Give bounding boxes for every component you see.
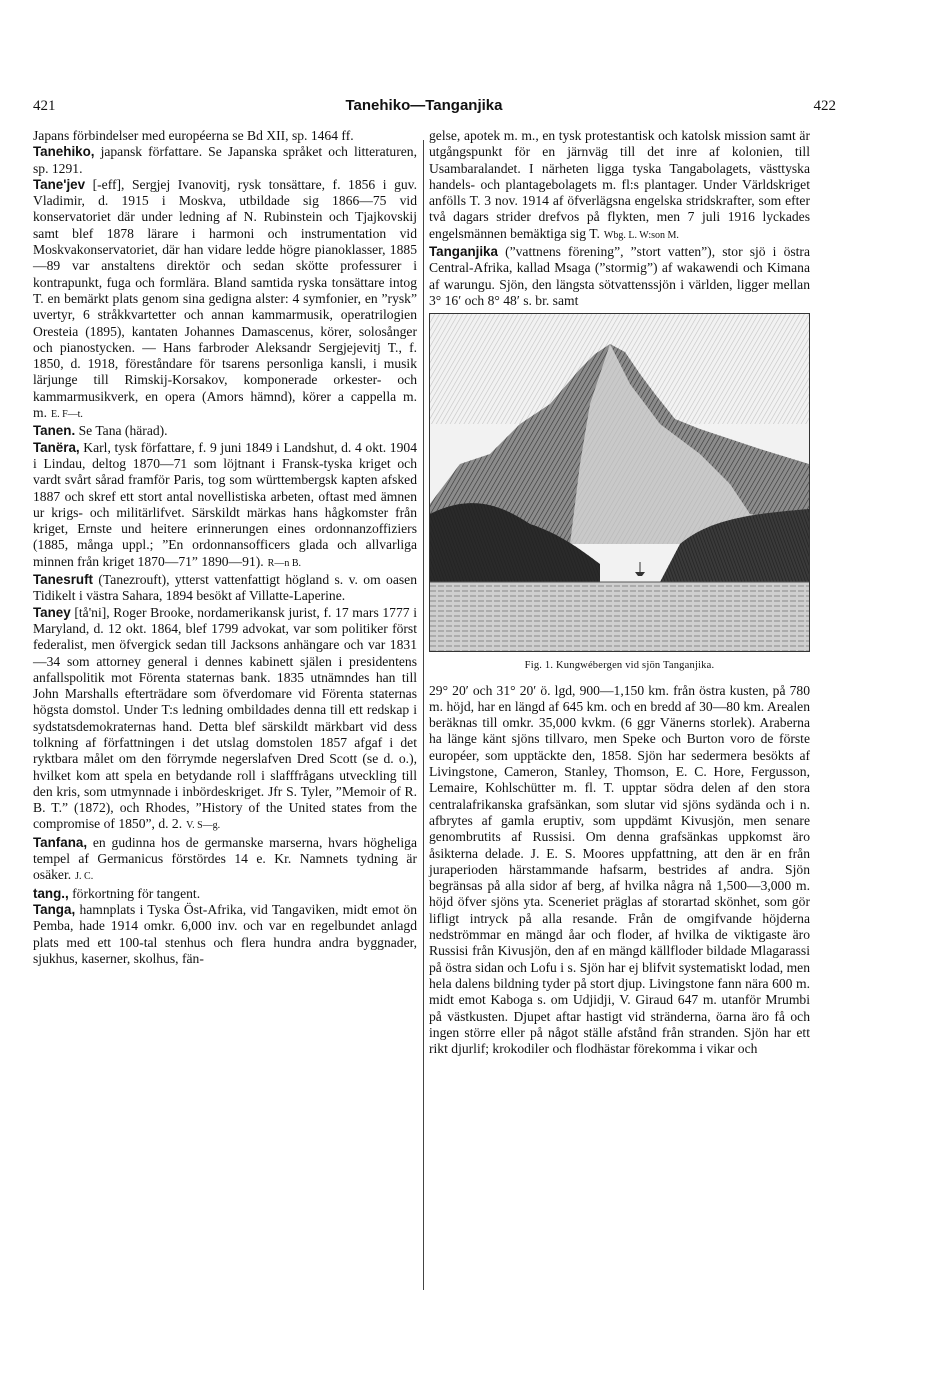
- article-entry: [33, 144, 417, 177]
- right-column: [429, 128, 810, 1057]
- right-page-number: 422: [813, 98, 836, 114]
- entry-headword: tang.,: [33, 885, 69, 901]
- left-page-number: 421: [33, 98, 56, 114]
- entry-text: (”vattnens förening”, ”stort vatten”), stor sjö i östra Central-Afrika, kallad Msaga (”stormig”) af wakawendi och Kimana af warungu. Sjön, den längsta sötvattenssjön i världen, ligger mellan 3° 16′ och 8° 48′ s. br. samt: [429, 244, 810, 308]
- entry-text: [-eff], Sergjej Ivanovitj, rysk tonsättare, f. 1856 i guv. Vladimir, d. 1915 i Moskva, utbildade sig 1866—75 vid konservatoriet där under ledning af N. Rubinstein och Tjajkovskij samt blef 1878 lärare i harmoni och instrumentation vid Moskvakonservatoriet, där han vidare ledde högre pianoklasser, 1885—89 var anstaltens direktör och sedan skötte professurer i kontrapunkt, fuga och formlära. Bland samtida ryska tonsättare intog T. en bemärkt plats genom sina gedigna alster: 4 symfonier, en ”rysk” uvertyr, 6 stråkkvartetter och annan kammarmusik, operatrilogien Oresteia (1895), kantaten Johannes Damascenus, körer, solosånger och pianostycken. — Hans farbroder Aleksandr Sergjejevitj T., f. 1850, d. 1918, föreståndare för tsarens personliga kansli, i musik lärjunge till Rimskij-Korsakov, komponerade orkester- och kammarmusikverk, en opera (Amors hämnd), körer a cappella m. m.: [33, 176, 417, 421]
- article-entry: [33, 440, 417, 572]
- author-signature: V. S—g.: [186, 820, 221, 832]
- column-divider: [423, 140, 424, 1290]
- entry-headword: Tanen.: [33, 423, 76, 439]
- article-entry: [33, 835, 417, 886]
- article-entry: [33, 605, 417, 835]
- left-column: [33, 128, 417, 967]
- entry-text: japansk författare. Se Japanska språket och litteraturen, sp. 1291.: [33, 144, 417, 176]
- entry-text: hamnplats i Tyska Öst-Afrika, vid Tangaviken, midt emot ön Pemba, hade 1914 omkr. 6,000 inv. och var en regelbundet anlagd plats med ett 100-tal stenhus och flera hundra andra byggnader, sjukhus, kaserner, skolhus, fän-: [33, 901, 417, 966]
- entry-text: [tå'ni], Roger Brooke, nordamerikansk jurist, f. 17 mars 1777 i Maryland, d. 12 okt. 1864, blef 1799 advokat, var som politiker först federalist, men öfvergick sedan till Jacksons anhängare och var 1831—34 som attorney general i dennes kabinett själen i presidentens anfallspolitik mot Förenta staternas bank. 1835 utnämndes han till John Marshalls efterträdare som öfverdomare vid Förenta staternas högsta domstol. Under T:s ledning ombildades denna till ett redskap i sydstatsdemokraternas hand. Detta blef särskildt märkbart vid dess tolkning af författningen i det utslag domstolen 1857 afgaf i det ryktbara målet om den förrymde negerslafven Dred Scott (se d. o.), hvilket kom att spela en betydande roll i slafffrågans utveckling till den kris, som utmynnade i inbördeskriget. Jfr S. Tyler, ”Memoir of R. B. T.” (1872), och Rhodes, ”History of the United states from the compromise of 1850”, d. 2.: [33, 604, 417, 832]
- entry-text: Japans förbindelser med européerna se Bd XII, sp. 1464 ff.: [33, 128, 354, 143]
- article-entry: [33, 423, 417, 439]
- entry-text: gelse, apotek m. m., en tysk protestantisk och katolsk mission samt är utgångspunkt för en järnväg till det inre af kolonien, till Usambaralandet. I närheten ligga tyska Tangabolagets, västtyska handels- och plantagebolagets m. fl:s plantager. Under Världskriget anfölls T. 3 nov. 1914 af öfverlägsna engelska stridskrafter, som efter två dagars strider drefvos på flykten, men 7 juli 1916 lyckades engelsmännen bemäktiga sig T.: [429, 128, 810, 241]
- entry-headword: Tanganjika: [429, 244, 498, 260]
- entry-text: förkortning för tangent.: [68, 885, 201, 901]
- right-column-top-text: [429, 128, 810, 309]
- entry-text: en gudinna hos de germanske marserna, hvars högheliga tempel af Germanicus förstördes 14 e. Kr. Namnets tydning är osäker.: [33, 834, 417, 883]
- article-entry: [33, 177, 417, 423]
- figure: [429, 313, 810, 682]
- figure-caption: Fig. 1. Kungwébergen vid sjön Tanganjika.: [524, 660, 715, 672]
- author-signature: R—n B.: [267, 557, 302, 569]
- entry-text: Karl, tysk författare, f. 9 juni 1849 i Landshut, d. 4 okt. 1904 i Lindau, deltog 1870—71 som löjtnant i Fransk-tyska kriget och vardt svårt sårad framför Paris, tog som württembergsk kapten afsked 1887 och skref ett stort antal novellistiska arbeten, oftast med ämnen ur krigs- och militärlifvet. Särskildt märkas hans hågkomster från kriget, Ernste und heitere erinnerungen eines ordonnanzoffiziers (1885, många uppl.; ”En ordonnansofficers glada och allvarliga minnen från kriget 1870—71” 1890—91).: [33, 439, 417, 569]
- article-entry: [33, 886, 417, 902]
- article-entry: [429, 244, 810, 309]
- article-entry: [33, 128, 417, 144]
- entry-text: 29° 20′ och 31° 20′ ö. lgd, 900—1,150 km. från östra kusten, på 780 m. höjd, har en längd af 645 km. och en bredd af 30—80 km. Arealen beräknas till omkr. 35,000 kvkm. (6 ggr Vänerns storlek). Araberna ha länge känt sjöns tillvaro, men Speke och Burton voro de förste européer, som upptäckte den, 1858. Sjön har sedermera besökts af Livingstone, Cameron, Stanley, Thomson, E. C. Hore, Fergusson, Lemaire, Kohlschütter m. fl. T. upptar södra delen af den stora centralafrikanska grafsänkan, som slutar vid sjöns sydända och i n. afbrytes af gamla eruptiv, som uppdämt Kivusjön, men senare genombrutits af Russisi. Om denna grafsänkas uppkomst äro åsikterna delade. J. E. S. Moores uppfattning, att den är en från juraperioden härstammande hafsarm, bestrides af andra. Sjön begränsas på alla sidor af berg, af hvilka några nå 1,500—3,000 m. höjd öfver sjöns yta. Sceneriet präglas af storartad skönhet, som gör lifligt intryck på alla resande. Från de omgifvande höjderna nedströmmar en mängd åar och floder, af hvilka de viktigaste äro Russisi från Kivusjön, den af en mängd källfloder bildade Mlagarassi på östra sidan och Lofu i s. Sjön har ej blifvit systematiskt lodad, men hela dalens bildning tyder på stort djup. Livingstone fann nära 600 m. midt emot Kaboga s. om Udjidji, V. Giraud 647 m. utanför Mrumbi på västkusten. Djupet aftar hastigt vid stränderna, öarna äro få och ingen större eller på något ställe afstånd från stranden. Sjön har ett rikt djurlif; krokodiler och flodhästar förekomma i vikar och: [429, 682, 810, 1057]
- entry-headword: Tanfana,: [33, 834, 88, 850]
- author-signature: Wbg. L. W:son M.: [603, 229, 679, 241]
- entry-text: Se Tana (härad).: [75, 423, 168, 439]
- article-entry: [429, 128, 810, 244]
- article-entry: [429, 683, 810, 1058]
- running-head: Tanehiko—Tanganjika: [345, 97, 503, 114]
- right-column-bottom-text: [429, 683, 810, 1058]
- article-entry: [33, 902, 417, 967]
- kungwe-mountains-illustration: [429, 313, 810, 652]
- entry-headword: Tanëra,: [33, 439, 80, 455]
- entry-headword: Tane'jev: [33, 176, 86, 192]
- entry-headword: Tanesruft: [33, 572, 94, 588]
- entry-headword: Tanehiko,: [33, 144, 95, 160]
- article-entry: [33, 572, 417, 605]
- author-signature: J. C.: [75, 871, 94, 883]
- entry-headword: Taney: [33, 604, 71, 620]
- entry-text: (Tanezrouft), ytterst vattenfattigt högland s. v. om oasen Tidikelt i västra Sahara, 1894 besökt af Villatte-Laperine.: [33, 572, 417, 604]
- author-signature: E. F—t.: [50, 409, 83, 421]
- entry-headword: Tanga,: [33, 901, 76, 917]
